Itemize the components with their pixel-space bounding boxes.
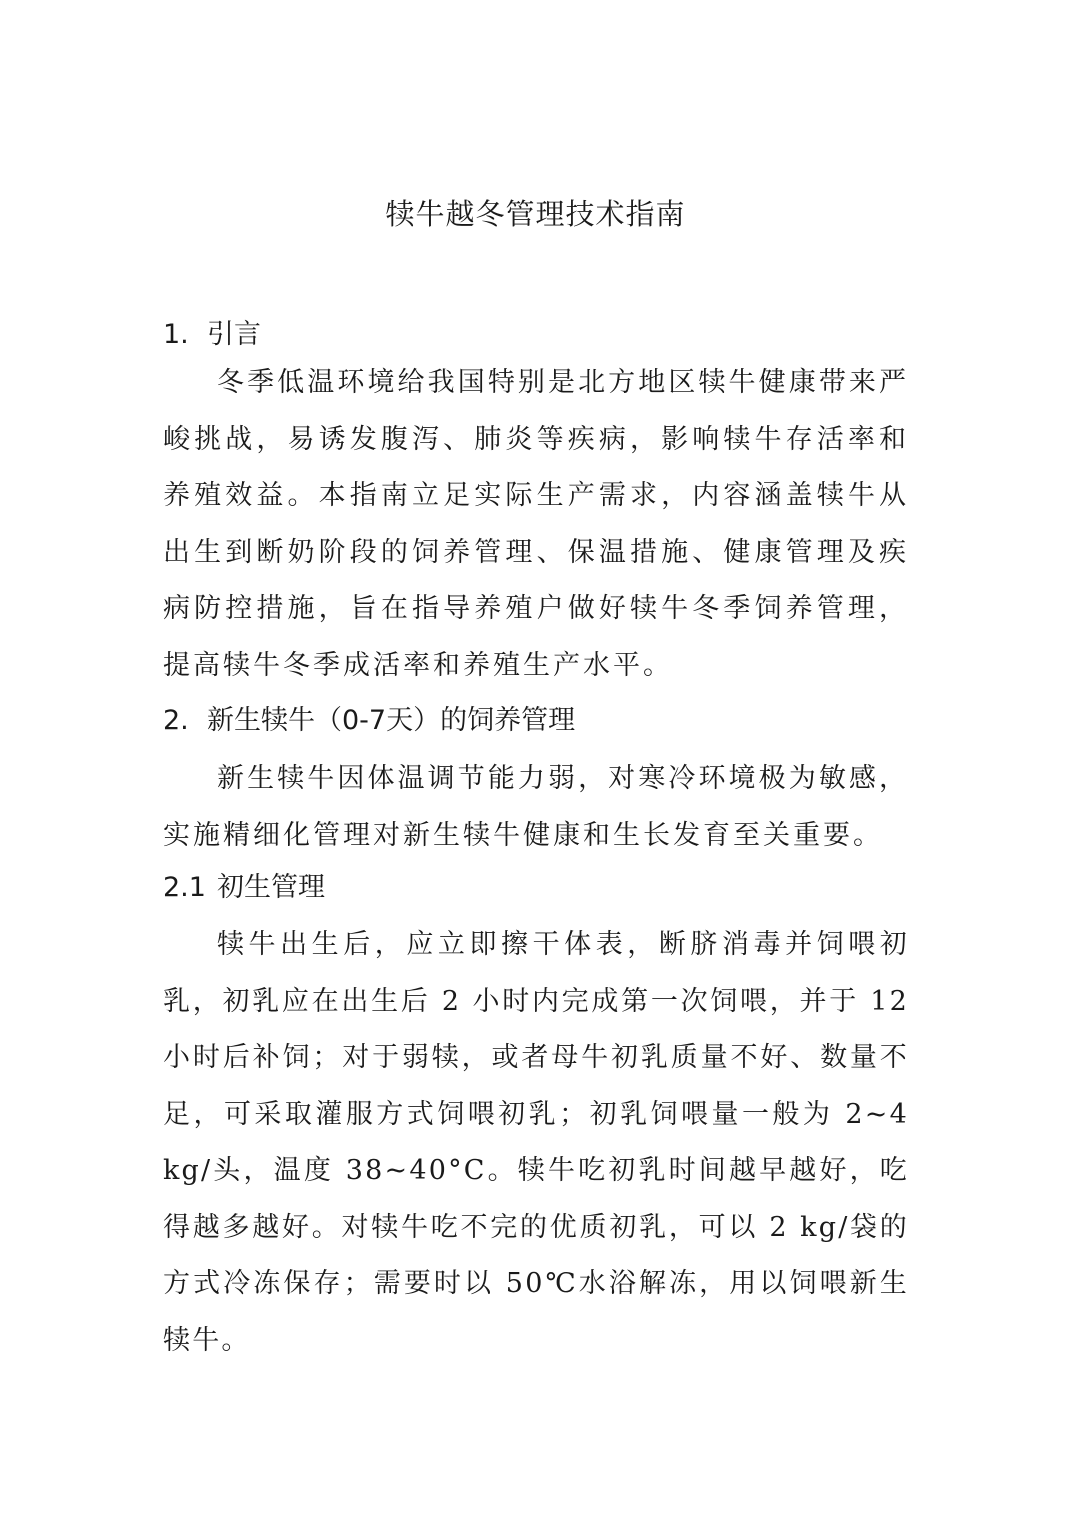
section-title: 新生犊牛（0-7天）的饲养管理 [207,705,576,736]
section-number: 2. [163,705,189,736]
section-paragraph-1: 冬季低温环境给我国特别是北方地区犊牛健康带来严峻挑战，易诱发腹泻、肺炎等疾病，影响犊牛存活率和养殖效益。本指南立足实际生产需求，内容涵盖犊牛从出生到断奶阶段的饲养管理、保温措施、健康管理及疾病防控措施，旨在指导养殖户做好犊牛冬季饲养管理，提高犊牛冬季成活率和养殖生产水平。 [163,367,909,681]
section-heading-2-1 [163,866,325,910]
section-heading-1 [163,313,261,357]
section-title: 初生管理 [217,872,325,903]
section-number: 1. [163,319,189,350]
section-title: 引言 [207,319,261,350]
section-heading-2 [163,699,575,743]
section-paragraph-2-1: 犊牛出生后，应立即擦干体表，断脐消毒并饲喂初乳，初乳应在出生后 2 小时内完成第一次饲喂，并于 12 小时后补饲；对于弱犊，或者母牛初乳质量不好、数量不足，可采取灌服方式饲喂初乳；初乳饲喂量一般为 2~4 kg/头，温度 38~40°C。犊牛吃初乳时间越早越好，吃得越多越好。对犊牛吃不完的优质初乳，可以 2 kg/袋的方式冷冻保存；需要时以 50℃水浴解冻，用以饲喂新生犊牛。 [163,929,909,1356]
section-number: 2.1 [163,872,206,903]
section-paragraph-2: 新生犊牛因体温调节能力弱，对寒冷环境极为敏感，实施精细化管理对新生犊牛健康和生长发育至关重要。 [163,763,909,851]
document-title: 犊牛越冬管理技术指南 [385,197,686,231]
